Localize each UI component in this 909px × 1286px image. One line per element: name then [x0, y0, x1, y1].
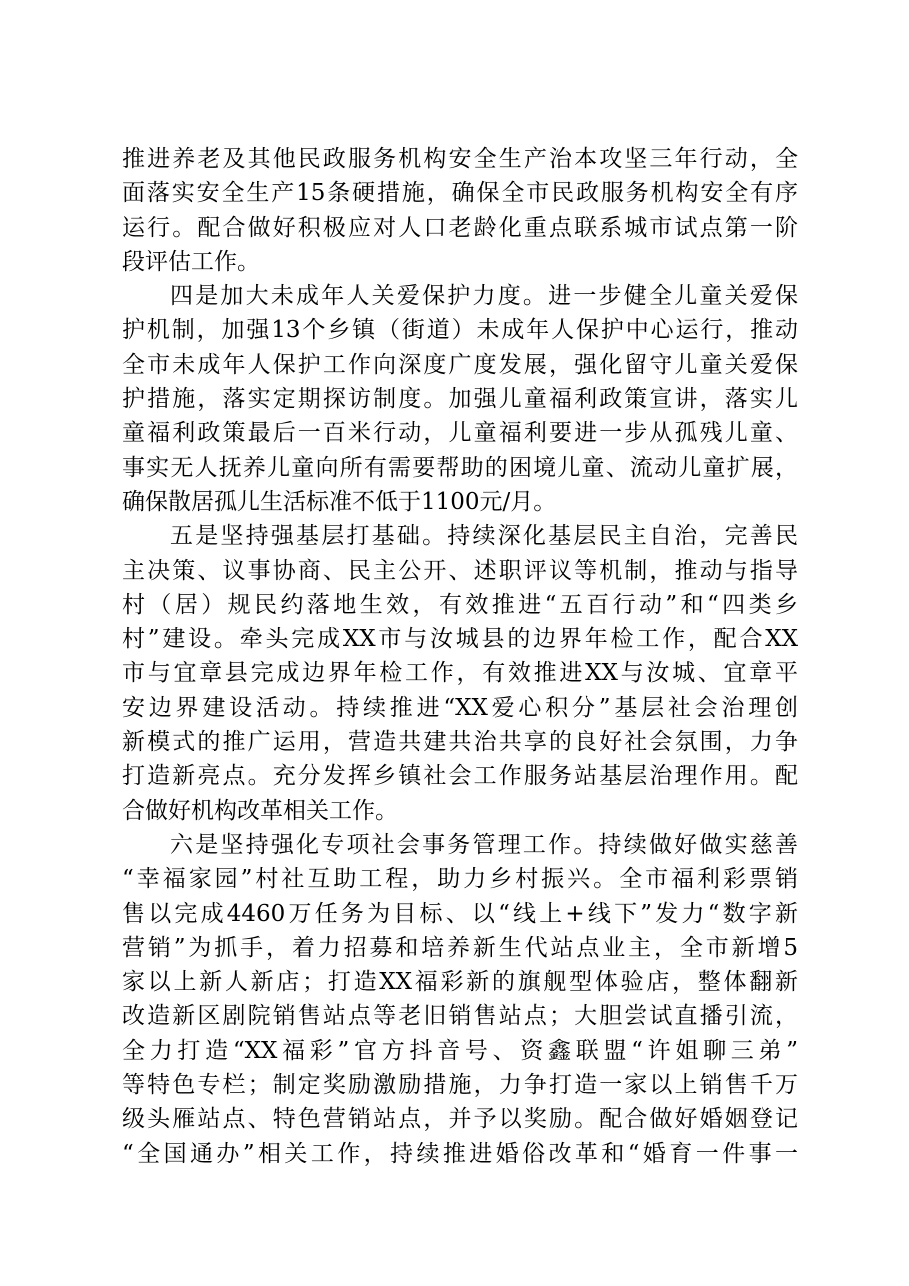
text-line: 售以完成4460万任务为目标、以“线上+线下”发力“数字新: [122, 900, 798, 927]
paragraph-1: [122, 142, 798, 279]
text-line: 面落实安全生产15条硬措施，确保全市民政服务机构安全有序: [122, 180, 798, 207]
document-body: [122, 142, 798, 1171]
text-line: 全市未成年人保护工作向深度广度发展，强化留守儿童关爱保: [122, 351, 798, 378]
text-line: 四是加大未成年人关爱保护力度。进一步健全儿童关爱保: [170, 283, 798, 310]
text-line: 童福利政策最后一百米行动，儿童福利要进一步从孤残儿童、: [122, 420, 798, 447]
text-line: 事实无人抚养儿童向所有需要帮助的困境儿童、流动儿童扩展，: [122, 454, 798, 481]
text-line: 五是坚持强基层打基础。持续深化基层民主自治，完善民: [170, 523, 798, 550]
text-line: 运行。配合做好积极应对人口老龄化重点联系城市试点第一阶: [122, 214, 798, 241]
text-line: 护机制，加强13个乡镇（街道）未成年人保护中心运行，推动: [122, 317, 798, 344]
paragraph-2: [122, 279, 798, 519]
text-line: “幸福家园”村社互助工程，助力乡村振兴。全市福利彩票销: [122, 866, 798, 893]
text-line: 全力打造“XX福彩”官方抖音号、资鑫联盟“许姐聊三弟”: [122, 1037, 798, 1064]
text-line: 营销”为抓手，着力招募和培养新生代站点业主，全市新增5: [122, 934, 798, 961]
text-line: 合做好机构改革相关工作。: [122, 797, 398, 824]
text-line: “全国通办”相关工作，持续推进婚俗改革和“婚育一件事一: [122, 1140, 798, 1167]
text-line: 家以上新人新店；打造XX福彩新的旗舰型体验店，整体翻新: [122, 969, 798, 996]
text-line: 村（居）规民约落地生效，有效推进“五百行动”和“四类乡: [122, 591, 798, 618]
text-line: 六是坚持强化专项社会事务管理工作。持续做好做实慈善: [170, 831, 798, 858]
paragraph-4: [122, 828, 798, 1171]
text-line: 安边界建设活动。持续推进“XX爱心积分”基层社会治理创: [122, 694, 798, 721]
paragraph-3: [122, 519, 798, 828]
text-line: 市与宜章县完成边界年检工作，有效推进XX与汝城、宜章平: [122, 660, 798, 687]
text-line: 级头雁站点、特色营销站点，并予以奖励。配合做好婚姻登记: [122, 1106, 798, 1133]
text-line: 段评估工作。: [122, 248, 260, 275]
text-line: 护措施，落实定期探访制度。加强儿童福利政策宣讲，落实儿: [122, 386, 798, 413]
text-line: 推进养老及其他民政服务机构安全生产治本攻坚三年行动，全: [122, 146, 798, 172]
text-line: 改造新区剧院销售站点等老旧销售站点；大胆尝试直播引流，: [122, 1003, 798, 1030]
text-line: 打造新亮点。充分发挥乡镇社会工作服务站基层治理作用。配: [122, 763, 798, 790]
text-line: 确保散居孤儿生活标准不低于1100元/月。: [122, 488, 557, 515]
text-line: 新模式的推广运用，营造共建共治共享的良好社会氛围，力争: [122, 729, 798, 756]
text-line: 主决策、议事协商、民主公开、述职评议等机制，推动与指导: [122, 557, 798, 584]
text-line: 村”建设。牵头完成XX市与汝城县的边界年检工作，配合XX: [122, 626, 798, 653]
text-line: 等特色专栏；制定奖励激励措施，力争打造一家以上销售千万: [122, 1072, 798, 1099]
